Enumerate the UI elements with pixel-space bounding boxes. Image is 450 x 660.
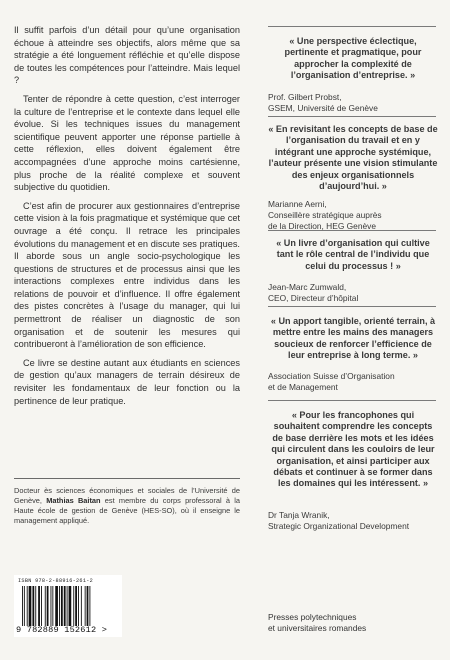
quote-rule — [268, 26, 436, 27]
author-bio-intro: Docteur ès sciences économiques et sociales de l’Université de Genève, — [14, 486, 240, 505]
body-paragraph: Ce livre se destine autant aux étudiants en sciences de gestion qu’aux managers de terrain désireux de revisiter les fondamentaux de leur fonction ou la pertinence de leur pratique. — [14, 357, 240, 406]
quote-text: « Une perspective éclectique, pertinente et pragmatique, pour approcher la complexité de l’organisation d’entreprise. » — [284, 36, 422, 81]
quote-text: « Un livre d’organisation qui cultive tant le rôle central de l’individu que celui du processus ! » — [276, 238, 430, 271]
author-bio-rest: est membre du corps professoral à la Haute école de gestion de Genève (HES-SO), où il enseigne le management appliqué. — [14, 496, 240, 525]
body-paragraph: C’est afin de procurer aux gestionnaires d’entreprise cette vision à la fois pragmatique et systémique que cet ouvrage a été conçu. Il retrace les principales évolutions du management et en discute ses pratiques. Il aborde sous un angle socio-psychologique les questions de structures et de processus ainsi que les interactions complexes entre individus dans les relations de pouvoir et d’influence. Il offre également des pistes concrètes à l’usage du manager, qui lui permettront de réaliser un diagnostic de son organisation et de soutenir les mesures qui contribueront à l’amélioration de son efficience. — [14, 200, 240, 350]
publisher-name: Presses polytechniques et universitaires romandes — [268, 612, 367, 634]
quote-rule — [268, 116, 436, 117]
body-paragraph: Il suffit parfois d’un détail pour qu’une organisation échoue à atteindre ses objectifs, alors même que sa stratégie a été longuement réfléchie et qu’elle dispose de toutes les compétences pour l’atteindre. Mais lequel ? — [14, 25, 240, 86]
barcode-bars — [22, 586, 118, 626]
quote-rule — [268, 306, 436, 307]
quote-text: « En revisitant les concepts de base de l’organisation du travail et en y intégrant une approche systémique, l’auteur présente une vision stimulante des enjeux organisationnels d’aujourd’hui. » — [268, 124, 438, 192]
quote-attribution: Jean-Marc Zumwald, CEO, Directeur d’hôpital — [268, 282, 359, 304]
isbn-digits: 9 782889 152612 > — [16, 625, 108, 635]
back-cover-text — [14, 24, 240, 413]
quote-rule — [268, 400, 436, 401]
quote-rule — [268, 230, 436, 231]
quote-attribution: Prof. Gilbert Probst, GSEM, Université de Genève — [268, 92, 378, 114]
quote-attribution: Marianne Aerni, Conseillère stratégique auprès de la Direction, HEG Genève — [268, 199, 382, 232]
author-bio — [14, 486, 240, 526]
quote-text: « Pour les francophones qui souhaitent comprendre les concepts de base derrière les mots et les idées qui circulent dans les couloirs de leur organisation, et ainsi participer aux débats et continuer à se former dans les domaines qui les intéressent. » — [271, 410, 435, 489]
isbn-label: ISBN 978-2-88916-261-2 — [18, 578, 94, 584]
quote-attribution: Dr Tanja Wranik, Strategic Organizational Development — [268, 510, 410, 532]
author-name: Mathias Baitan — [46, 496, 101, 505]
barcode — [14, 575, 122, 637]
body-paragraph: Tenter de répondre à cette question, c’est interroger la culture de l’entreprise et le contexte dans lequel elle évolue. Si les techniques issues du management scientifique peuvent apporter une réponse partielle à cette réflexion, elles doivent également être accompagnées d’une approche moins cartésienne, plus proche de la réalité complexe et souvent subjective du quotidien. — [14, 93, 240, 193]
quote-attribution: Association Suisse d’Organisation et de Management — [268, 371, 395, 393]
quote-text: « Un apport tangible, orienté terrain, à mettre entre les mains des managers soucieux de renforcer l’efficience de leur entreprise à long terme. » — [270, 316, 436, 361]
section-divider — [14, 478, 240, 479]
